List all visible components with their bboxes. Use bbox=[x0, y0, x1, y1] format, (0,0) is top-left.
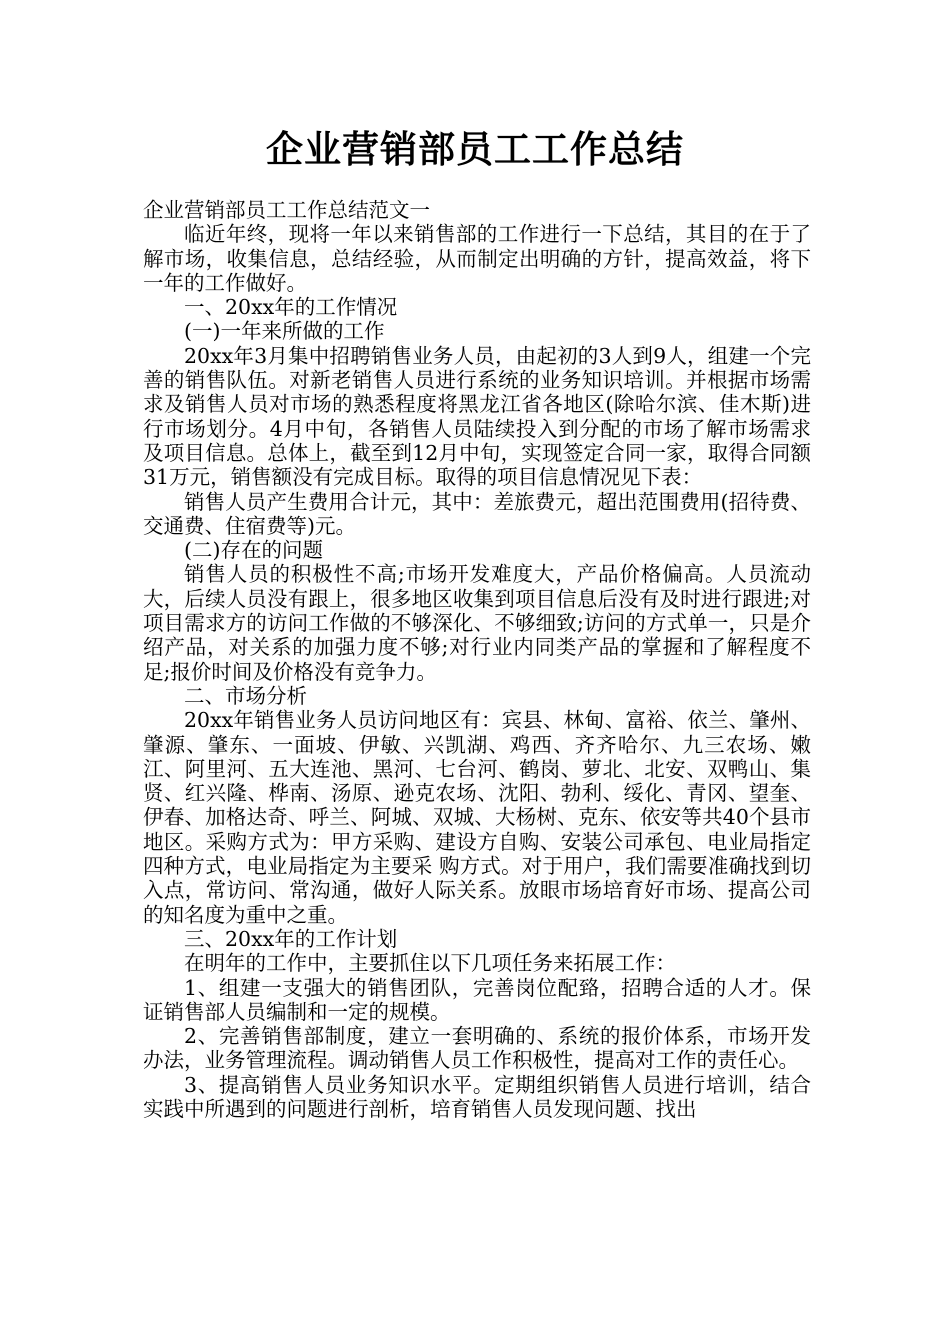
list-item: 3、提高销售人员业务知识水平。定期组织销售人员进行培训，结合实践中所遇到的问题进行剖析，培育销售人员发现问题、找出 bbox=[143, 1072, 811, 1121]
subtitle-paragraph: 企业营销部员工工作总结范文一 bbox=[143, 198, 430, 222]
body-paragraph: 在明年的工作中，主要抓住以下几项任务来拓展工作： bbox=[184, 951, 676, 976]
intro-paragraph: 临近年终，现将一年以来销售部的工作进行一下总结，其目的在于了解市场，收集信息，总结经验，从而制定出明确的方针，提高效益，将下一年的工作做好。 bbox=[143, 222, 811, 295]
document-title: 企业营销部员工工作总结 bbox=[266, 128, 684, 171]
list-item: 1、组建一支强大的销售团队，完善岗位配臵，招聘合适的人才。保证销售部人员编制和一定的规模。 bbox=[143, 975, 811, 1024]
body-paragraph: 销售人员产生费用合计元，其中：差旅费元，超出范围费用(招待费、交通费、住宿费等)元。 bbox=[143, 489, 811, 538]
section-heading: 二、市场分析 bbox=[184, 683, 307, 708]
section-heading: 一、20xx年的工作情况 bbox=[184, 295, 398, 320]
body-paragraph: 20xx年3月集中招聘销售业务人员，由起初的3人到9人，组建一个完善的销售队伍。对新老销售人员进行系统的业务知识培训。并根据市场需求及销售人员对市场的熟悉程度将黑龙江省各地区(除哈尔滨、佳木斯)进行市场划分。4月中旬，各销售人员陆续投入到分配的市场了解市场需求及项目信息。总体上，截至到12月中旬，实现签定合同一家，取得合同额31万元，销售额没有完成目标。取得的项目信息情况见下表： bbox=[143, 343, 811, 490]
body-paragraph: 销售人员的积极性不高;市场开发难度大，产品价格偏高。人员流动大，后续人员没有跟上，很多地区收集到项目信息后没有及时进行跟进;对项目需求方的访问工作做的不够深化、不够细致;访问的方式单一，只是介绍产品，对关系的加强力度不够;对行业内同类产品的掌握和了解程度不足;报价时间及价格没有竞争力。 bbox=[143, 562, 811, 684]
subsection-heading: (二)存在的问题 bbox=[184, 538, 323, 563]
list-item: 2、完善销售部制度，建立一套明确的、系统的报价体系，市场开发办法，业务管理流程。调动销售人员工作积极性，提高对工作的责任心。 bbox=[143, 1024, 811, 1073]
body-paragraph: 20xx年销售业务人员访问地区有：宾县、林甸、富裕、依兰、肇州、肇源、肇东、一面坡、伊敏、兴凯湖、鸡西、齐齐哈尔、九三农场、嫩江、阿里河、五大连池、黑河、七台河、鹤岗、萝北、北安、双鸭山、集贤、红兴隆、桦南、汤原、逊克农场、沈阳、勃利、绥化、青冈、望奎、伊春、加格达奇、呼兰、阿城、双城、大杨树、克东、依安等共40个县市地区。采购方式为：甲方采购、建设方自购、安装公司承包、电业局指定四种方式，电业局指定为主要采 购方式。对于用户，我们需要准确找到切入点，常访问、常沟通，做好人际关系。放眼市场培育好市场、提高公司的知名度为重中之重。 bbox=[143, 708, 811, 927]
section-heading: 三、20xx年的工作计划 bbox=[184, 926, 398, 951]
document-body bbox=[143, 198, 811, 1121]
subsection-heading: (一)一年来所做的工作 bbox=[184, 319, 385, 344]
